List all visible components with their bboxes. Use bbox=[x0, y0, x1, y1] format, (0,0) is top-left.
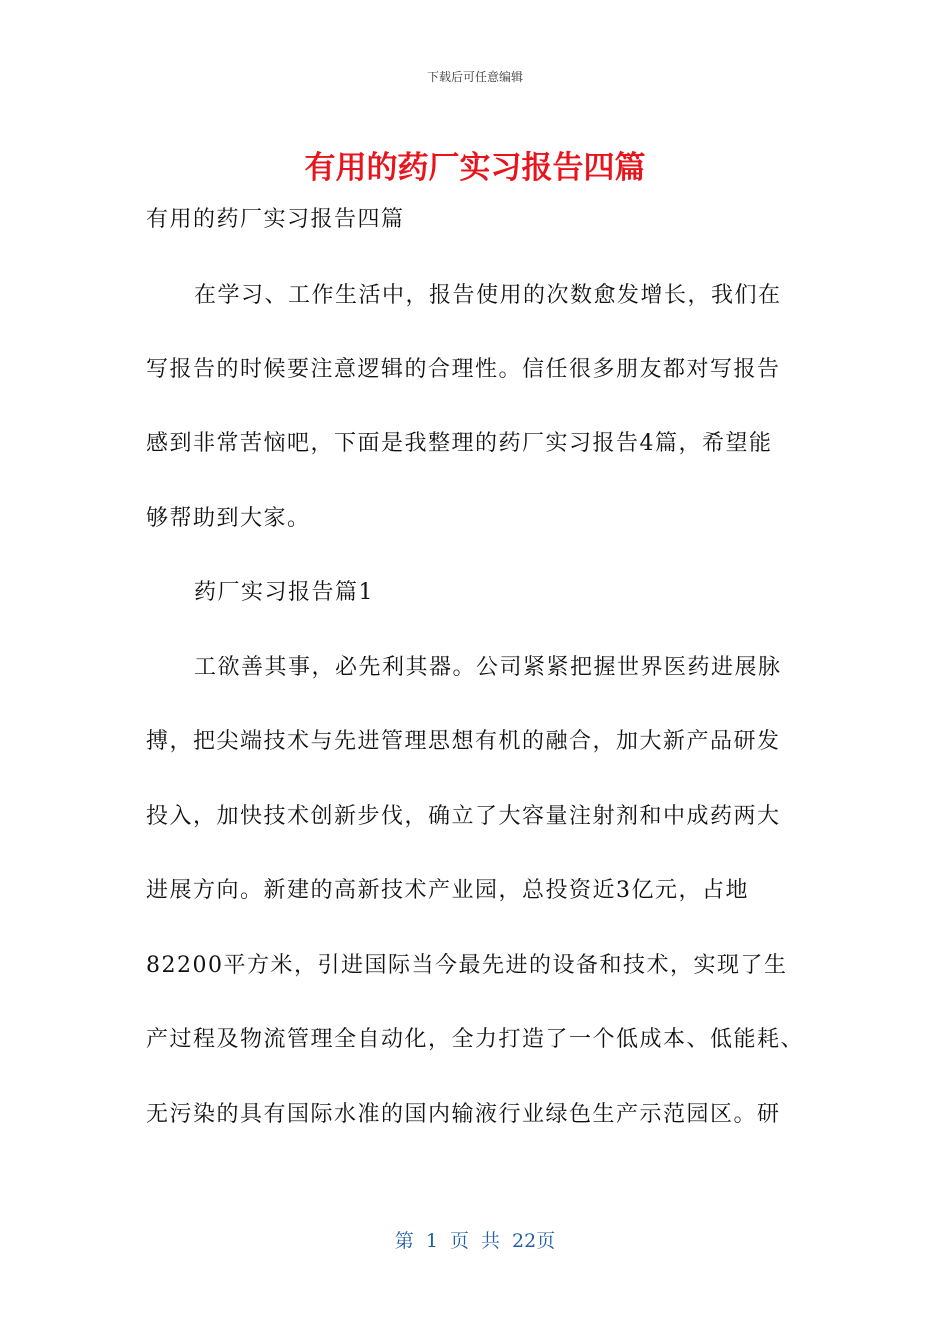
paragraph-line: 进展方向。新建的高新技术产业园，总投资近3亿元，占地 bbox=[146, 878, 749, 903]
paragraph-line: 在学习、工作生活中，报告使用的次数愈发增长，我们在 bbox=[194, 283, 782, 308]
paragraph-line: 写报告的时候要注意逻辑的合理性。信任很多朋友都对写报告 bbox=[146, 357, 781, 382]
paragraph-line: 感到非常苦恼吧，下面是我整理的药厂实习报告4篇，希望能 bbox=[146, 431, 773, 456]
paragraph-line: 够帮助到大家。 bbox=[146, 506, 311, 531]
document-title: 有用的药厂实习报告四篇 bbox=[304, 150, 646, 186]
subtitle-line: 有用的药厂实习报告四篇 bbox=[146, 207, 405, 232]
paragraph-line: 82200平方米，引进国际当今最先进的设备和技术，实现了生 bbox=[146, 953, 788, 978]
page-footer: 第 1 页 共 22页 bbox=[394, 1230, 556, 1252]
paragraph-line: 投入，加快技术创新步伐，确立了大容量注射剂和中成药两大 bbox=[146, 804, 781, 829]
header-note: 下载后可任意编辑 bbox=[426, 70, 523, 84]
section-heading: 药厂实习报告篇1 bbox=[194, 580, 374, 605]
paragraph-line: 搏，把尖端技术与先进管理思想有机的融合，加大新产品研发 bbox=[146, 729, 781, 754]
paragraph-line: 工欲善其事，必先利其器。公司紧紧把握世界医药进展脉 bbox=[194, 655, 782, 680]
paragraph-line: 产过程及物流管理全自动化，全力打造了一个低成本、低能耗、 bbox=[146, 1027, 805, 1052]
paragraph-line: 无污染的具有国际水准的国内输液行业绿色生产示范园区。研 bbox=[146, 1102, 781, 1127]
